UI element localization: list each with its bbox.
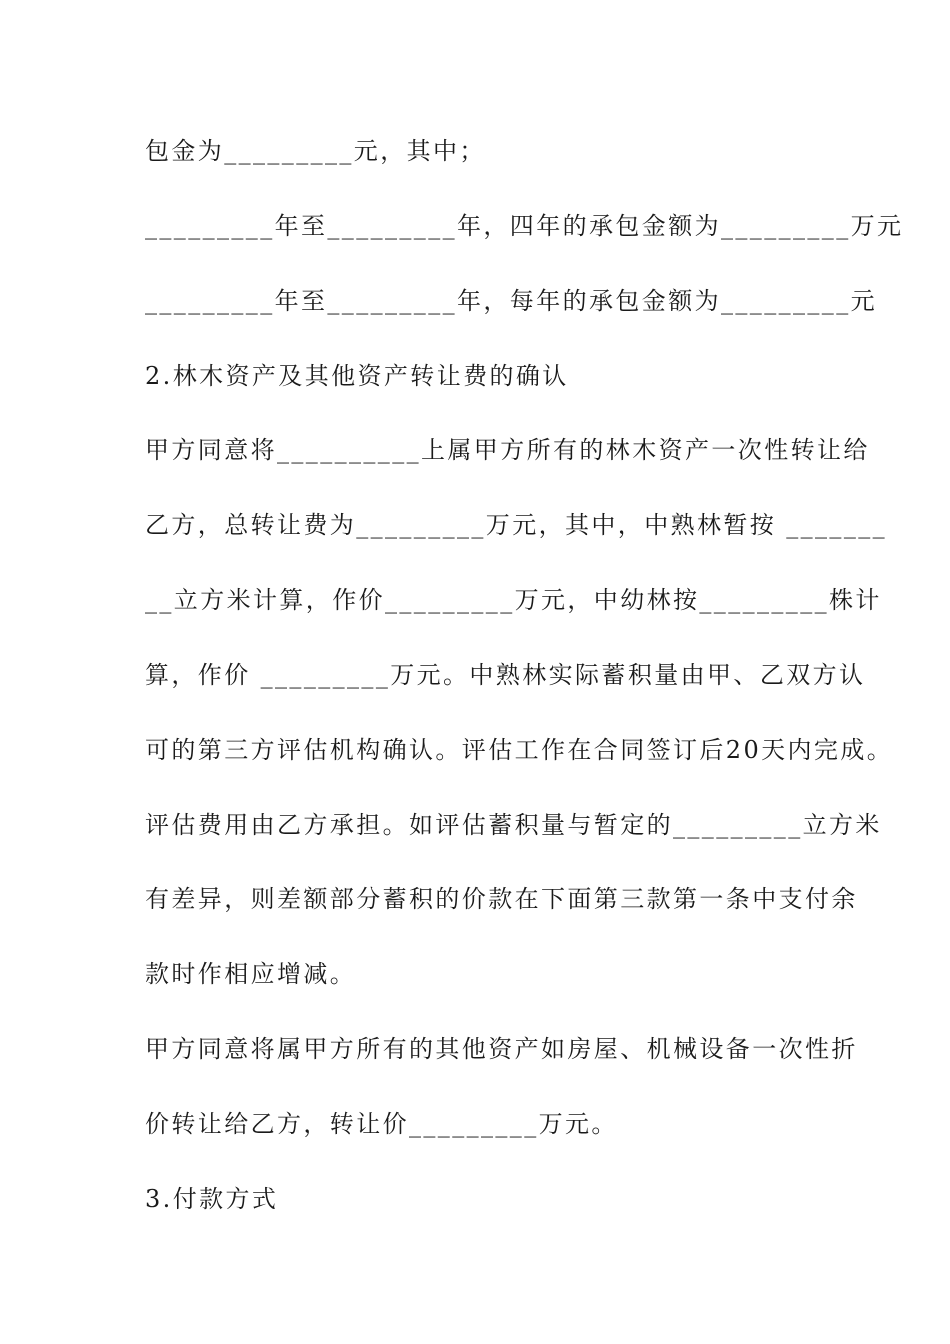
text-line: 算，作价 _________万元。中熟林实际蓄积量由甲、乙双方认	[145, 661, 866, 689]
text-line: 款时作相应增减。	[145, 960, 357, 988]
section-heading: 2.林木资产及其他资产转让费的确认	[145, 362, 569, 390]
text-line: _________年至_________年，每年的承包金额为_________元	[145, 287, 877, 315]
text-line: 甲方同意将__________上属甲方所有的林木资产一次性转让给	[145, 436, 870, 464]
text-line: 乙方，总转让费为_________万元，其中，中熟林暂按 _______	[145, 511, 888, 539]
text-line: _________年至_________年，四年的承包金额为_________万元	[145, 212, 904, 240]
text-line: 价转让给乙方，转让价_________万元。	[145, 1110, 618, 1138]
text-line: 评估费用由乙方承担。如评估蓄积量与暂定的_________立方米	[145, 811, 882, 839]
text-line: __立方米计算，作价_________万元，中幼林按_________株计	[145, 586, 882, 614]
text-line: 甲方同意将属甲方所有的其他资产如房屋、机械设备一次性折	[145, 1035, 858, 1063]
section-heading: 3.付款方式	[145, 1185, 279, 1213]
text-line: 有差异，则差额部分蓄积的价款在下面第三款第一条中支付余	[145, 885, 858, 913]
text-line: 包金为_________元，其中；	[145, 137, 486, 165]
text-line: 可的第三方评估机构确认。评估工作在合同签订后20天内完成。	[145, 736, 894, 764]
